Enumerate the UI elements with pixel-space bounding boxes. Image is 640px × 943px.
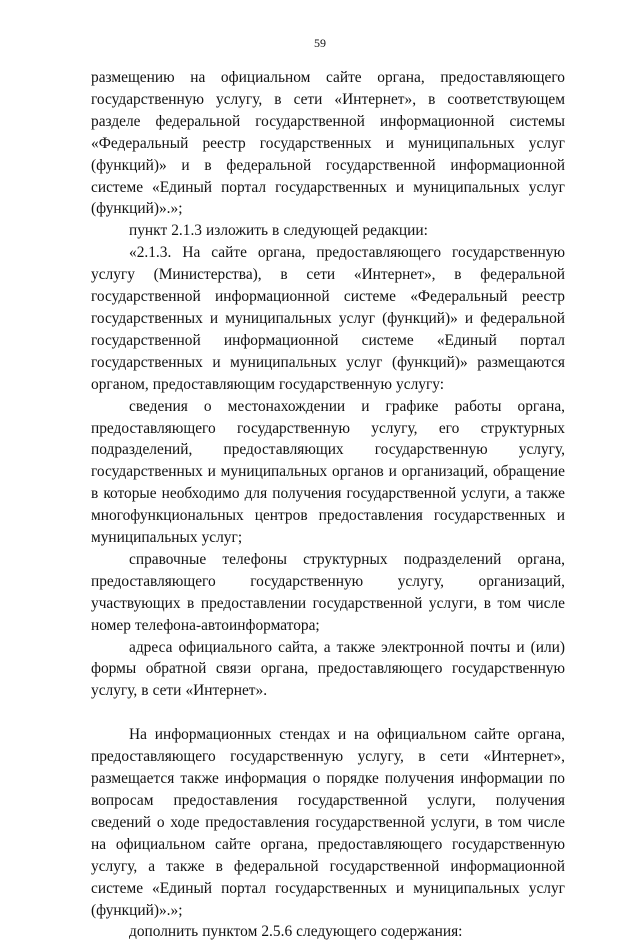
paragraph-location-info: сведения о местонахождении и графике работы органа, предоставляющего государственную услугу, его структурных подразделений, предоставляющих государственную услугу, государственных и муниципальных органов и организаций, обращение в которые необходимо для получения государственной услуги, а также многофункциональных центров предоставления государственных и муниципальных услуг; bbox=[91, 397, 565, 547]
paragraph-continuation: размещению на официальном сайте органа, предоставляющего государственную услугу, в сети «Интернет», в соответствующем разделе федеральной государственной информационной системы «Федеральный реестр государственных и муниципальных услуг (функций)» и в федеральной государственной информационной системе «Единый портал государственных и муниципальных услуг (функций)».»; bbox=[91, 69, 565, 218]
paragraph-info-stands: На информационных стендах и на официальном сайте органа, предоставляющего государственную услугу, в сети «Интернет», размещается также информация о порядке получения информации по вопросам предоставления государственной услуги, получения сведений о ходе предоставления государственной услуги, в том числе на официальном сайте органа, предоставляющего государственную услугу, а также в федеральной государственной информационной системе «Единый портал государственных и муниципальных услуг (функций)».»; bbox=[91, 726, 565, 919]
paragraph-amendment-2-1-3: пункт 2.1.3 изложить в следующей редакции: bbox=[129, 222, 428, 240]
paragraph-add-2-5-6: дополнить пунктом 2.5.6 следующего содержания: bbox=[129, 923, 463, 941]
document-body bbox=[91, 67, 565, 943]
page-number: 59 bbox=[314, 36, 326, 50]
paragraph-website-info: адреса официального сайта, а также электронной почты и (или) формы обратной связи органа, предоставляющего государственную услугу, в сети «Интернет». bbox=[91, 638, 565, 700]
paragraph-phone-info: справочные телефоны структурных подразделений органа, предоставляющего государственную услугу, организаций, участвующих в предоставлении государственной услуги, в том числе номер телефона-автоинформатора; bbox=[91, 550, 565, 634]
paragraph-clause-2-1-3: «2.1.3. На сайте органа, предоставляющего государственную услугу (Министерства), в сети «Интернет», в федеральной государственной информационной системе «Федеральный реестр государственных и муниципальных услуг (функций)» и федеральной государственной информационной системе «Единый портал государственных и муниципальных услуг (функций)» размещаются органом, предоставляющим государственную услугу: bbox=[91, 244, 565, 393]
